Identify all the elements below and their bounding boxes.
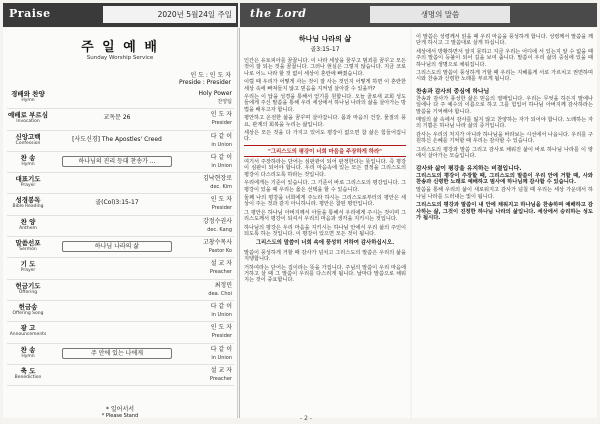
stand-note [3,406,237,420]
sermon-paragraph: 이럴 때 우리가 어떻게 사는 것이 잘 사는 것인지 어떻게 하면 이 혼란한 세상 속에 빠져들지 않고 믿음을 지켜낼 살아갈 수 있을까? [244,79,406,92]
order-leader-en: Pastor Ko [208,248,232,255]
order-label [7,324,49,338]
order-label-en: Offering Song [12,310,44,316]
order-leader-ko: 인 도 자 [210,196,232,204]
praise-tag: Praise [9,7,51,20]
worship-order-row [7,322,234,343]
order-label [7,239,49,253]
order-leader-ko: 김낙현장로 [203,175,232,183]
order-leader [180,154,232,170]
order-leader-ko: Holy Power [198,90,232,97]
order-label-ko: 경배와 찬양 [11,90,45,98]
order-label-en: Invocation [16,119,40,125]
order-leader [180,218,232,234]
closing-paragraph: 그리스도의 평강과 말씀이 내 안에 채워지고 하나님을 찬송하며 예배하고 감사하는 삶, 그것이 진정한 하나님 나라의 삶입니다. 세상에서 승리하는 성도가 됩시다. [416,202,593,221]
order-leader [180,260,232,276]
body-paragraph: 그리스도의 평강과 말씀 그리고 감사로 채워진 삶이 바로 하나님 나라를 이 땅에서 살아가는 모습입니다. [416,146,593,160]
order-label-en: Confession [15,140,41,146]
order-leader-en: in Union [211,354,232,361]
order-leader [180,196,232,212]
order-label-ko: 헌금송 [18,302,38,311]
worship-order-row [7,344,234,365]
order-detail: 교독문 26 [103,114,131,122]
order-label-ko: 기 도 [20,260,36,269]
key-verse-highlight: "그리스도의 평강이 너희 마음을 주장하게 하라" [244,145,406,157]
sermon-paragraph: 인간은 유토피아를 꿈꿉니다. 이 나라 세상을 꿈꾸고 범죄를 꿈꾸고 모든 것이 잘 되는 것을 꿈꿉니다. 그러나 현실은 그렇지 않습니다. 지금 코로나로 어느 나라 할 것 없이 세상이 혼란에 빠졌습니다. [244,58,406,77]
order-leader [180,303,232,319]
order-leader-en: dec. Kim [210,184,232,191]
order-leader-ko: 다 같 이 [210,153,232,161]
section-heading: 감사와 삶이 평강을 유지하는 비결입니다. [416,165,522,172]
sermon-paragraph: 거하여라는 단어는 집이라는 뜻을 가집니다. 주님의 말씀이 우리 마음에 거하고 살 때 그 말씀이 우리를 다스리게 됩니다. 날마다 말씀으로 채워지는 것이 중요합니다. [244,264,406,284]
order-leader [180,111,232,127]
order-leader-ko: 최정민 [214,281,232,289]
order-label-ko: 신앙고백 [15,132,41,141]
order-leader [180,90,232,106]
order-leader-ko: 다 같 이 [210,345,232,353]
order-label [7,282,49,296]
worship-order-row [7,131,234,152]
order-leader [180,282,232,298]
order-leader-en: dec. Kang [207,226,232,233]
worship-order-row [7,258,234,279]
order-leader-en: 찬양팀 [217,99,232,105]
order-label [7,154,49,168]
order-label-en: Sermon [19,247,37,253]
worship-order-row [7,280,234,301]
sermon-title: 하나님 나라의 삶 [298,35,352,43]
sermon-paragraph: 우리에게는 기준이 있습니다. 그 기준이 바로 그리스도의 평강입니다. 그 평강이 있을 때 우리는 옳은 선택을 할 수 있습니다. [244,180,406,193]
order-detail: 골(Col)3:15-17 [95,199,139,207]
order-leader [180,324,232,340]
order-leader [180,175,232,191]
order-label-ko: 광 고 [20,324,36,333]
order-leader-en: in Union [211,311,232,318]
lord-tag: the Lord [250,7,307,20]
worship-title: 주 일 예 배 [81,40,159,55]
order-label-ko: 말씀선포 [15,239,41,248]
header-left-band [3,3,238,27]
worship-order-row [7,301,234,322]
order-label [7,303,49,317]
body-paragraph-bold: 그리스도의 평강이 주장할 때, 그리스도의 말씀이 우리 안에 거할 때, 사와 찬송과 신령한 노래로 예배하고 범사에 하나님께 감사할 수 있습니다. [416,172,593,185]
order-label [7,175,49,189]
order-detail: [사도신경] The Apostles' Creed [72,135,162,143]
order-leader-en: Preacher [209,375,232,382]
worship-order-row [7,88,234,109]
order-leader-en: in Union [211,162,232,169]
order-label-en: Anthem [19,225,37,231]
order-detail: 하나님 나라의 삶 [62,241,172,252]
sermon-paragraph: 우리는 이 답을 성경을 통해서 얻기를 원합니다. 오늘 골로새 교회 성도들에게 주신 말씀을 통해 우리 세상에서 하나님 나라의 삶을 살아가는 방법을 배우고자 합니다. [244,94,406,113]
sermon-subheading: 그리스도의 말씀이 너희 속에 풍성히 거하여 감사하십시오. [255,240,395,247]
body-paragraph: 매일의 삶 속에서 감사를 잃지 않고 찬양하는 자가 되어야 합니다. 노래하는 자의 기쁨은 하나님 나라 삶의 증거입니다. [416,117,593,130]
stand-note-ko: * 일어서서 [105,406,135,413]
presider-ko: 인 도 : 인 도 자 [190,72,231,79]
order-label-ko: 대표기도 [15,175,41,184]
order-label-ko: 찬 송 [20,153,36,162]
order-label-en: Hymn [21,98,35,103]
worship-order-row [7,109,234,130]
worship-subtitle: Sunday Worship Service [86,55,154,61]
order-leader-ko: 고창수목사 [203,239,232,247]
order-label-ko: 찬 송 [20,345,36,354]
worship-order-row [7,152,234,173]
order-leader-en: Presider [211,120,232,127]
order-leader-en: Preacher [209,269,232,276]
body-paragraph: 찬송과 감사가 풍성한 삶은 믿음의 열매입니다. 우리는 무엇을 하든지 말에나 일에나 다 주 예수의 이름으로 하고 그를 힘입어 하나님 아버지께 감사하라는 말씀을 기억해야 합니다. [416,95,593,115]
body-paragraph: 감사는 우리의 처지가 아니라 하나님을 바라보는 시선에서 나옵니다. 우리를 구원하신 은혜를 기억할 때 우리는 감사할 수 있습니다. [416,131,593,145]
body-paragraph: 그리스도의 말씀이 풍성하게 거할 때 우리는 지혜롭게 서로 가르치고 권면하며 시와 찬송과 신령한 노래를 부르게 됩니다. [416,70,593,83]
presider-en: Preside : Presider [179,79,231,86]
stand-note-en: * Please Stand [101,413,139,419]
order-label-en: Prayer [20,183,36,189]
order-detail: 하나님의 진리 등대 찬송가 ... [62,156,172,167]
order-leader-ko: 다 같 이 [210,132,232,140]
body-paragraph: 이 말씀은 성령께서 읽을 때 우리 마음을 풍성하게 합니다. 성령께서 말씀을 깨닫게 하시고 그 말씀대로 살게 하십니다. [416,34,593,47]
order-leader-ko: 설 교 자 [210,260,232,268]
order-label-ko: 헌금기도 [15,281,41,290]
order-leader-en: dea. Choi [208,290,232,297]
order-label-en: Offering [18,289,38,295]
order-label-ko: 성경봉독 [15,196,41,205]
order-label-ko: 찬 양 [20,217,36,226]
order-detail: 주 안에 있는 나에게 [62,348,172,359]
order-label [7,90,49,104]
order-label-en: Prayer [20,268,36,274]
order-label [7,367,49,381]
order-label [7,133,49,147]
order-label [7,346,49,360]
sermon-paragraph: 평안하고 온전한 삶을 꿈꾸며 살아갑니다. 몸과 마음의 건강, 물질의 풍요, 관계의 회복을 누리는 삶입니다. [244,115,406,128]
worship-order-list [7,88,234,386]
sermon-column [240,28,410,418]
order-label-en: Hymn [21,161,35,167]
order-leader-ko: 인 도 자 [210,111,232,119]
sermon-paragraph: 둘째 나의 평강을 너희에게 주노라 하시는 그리스도로부터의 평안은 세상이 주는 것과 같지 아니하니라. 평안은 참된 평안입니다. [244,194,406,208]
page-number: - 2 - [300,415,312,422]
sermon-paragraph: 세상은 모든 것을 다 가지고 있어도 평강이 없으면 참 삶은 힘들어집니다. [244,130,406,143]
sermon-paragraph: 그 평안은 하나님 아버지께서 아들을 통해서 우리에게 주시는 것이며 그리스도께서 평강이 되셔서 우리의 마음과 생각을 지키시는 것입니다. [244,209,406,223]
sermon-paragraph: 여기서 주장하라는 단어는 심판관이 되어 판정한다는 뜻입니다. 즉 평강이 심판이 되어야 합니다. 우리 마음속에 있는 모든 결정을 그리스도의 평강이 다스리도록 하라는 것입니다. [244,158,406,178]
header-mid-band [240,3,345,27]
order-label [7,196,49,210]
order-label [7,260,49,274]
order-leader-ko: 설 교 자 [210,366,232,374]
order-leader-en: in Union [211,141,232,148]
worship-order-row [7,237,234,258]
service-date: 2020년 5월24일 주일 [103,6,236,23]
order-label-en: Bible Reading [12,204,44,210]
order-leader [180,239,232,255]
worship-order-row [7,216,234,237]
header-right-band [345,3,597,27]
order-leader-ko: 강정수권사 [203,217,232,225]
order-label-en: Announcements [9,332,47,338]
order-label-ko: 축 도 [20,366,36,375]
order-label-en: Benediction [14,374,42,380]
order-leader [180,346,232,362]
order-leader-ko: 다 같 이 [210,302,232,310]
presider-line [179,72,231,86]
word-of-life-title: 생명의 말씀 [370,6,510,23]
order-of-worship [3,28,238,418]
order-label-ko: 예배로 부르심 [8,111,48,120]
worship-order-row [7,194,234,215]
word-of-life-column [412,28,597,418]
body-paragraph: 세상에서 방황하면서 알지 못하고 지금 우리는 어디에 서 있는지 알 수 없을 때 주의 말씀이 등불이 되어 길을 보여 줍니다. 말씀이 우리 삶의 중심에 있을 때 하나님의 생명으로 채워집니다. [416,48,593,68]
order-leader-en: Presider [211,333,232,340]
order-label-en: Hymn [21,353,35,359]
order-label [7,111,49,125]
order-leader-ko: 인 도 자 [210,324,232,332]
order-leader [180,367,232,383]
scripture-reference: 골3:15-17 [310,46,340,53]
order-label [7,218,49,232]
sermon-paragraph: 말씀이 풍성하게 거할 때 감사가 넘치고 그리스도의 말씀은 우리의 삶을 지탱합니다. [244,249,406,263]
order-leader-en: Presider [211,205,232,212]
sermon-paragraph: 하나님의 평강은 우리 마음을 지키시는 하나님 안에서 우리 삶의 주인이 되도록 하는 것입니다. 이 평강이 있으면 모든 것이 됩니다. [244,224,406,237]
order-leader [180,133,232,149]
section-heading: 찬송과 감사의 중심에 하나님 [416,88,490,95]
worship-order-row [7,173,234,194]
worship-order-row [7,365,234,386]
body-paragraph: 말씀을 통해 우리의 삶이 새로워지고 감사가 넘칠 때 우리는 세상 가운데서 하나님 나라를 드러내는 빛이 됩니다. [416,187,593,200]
